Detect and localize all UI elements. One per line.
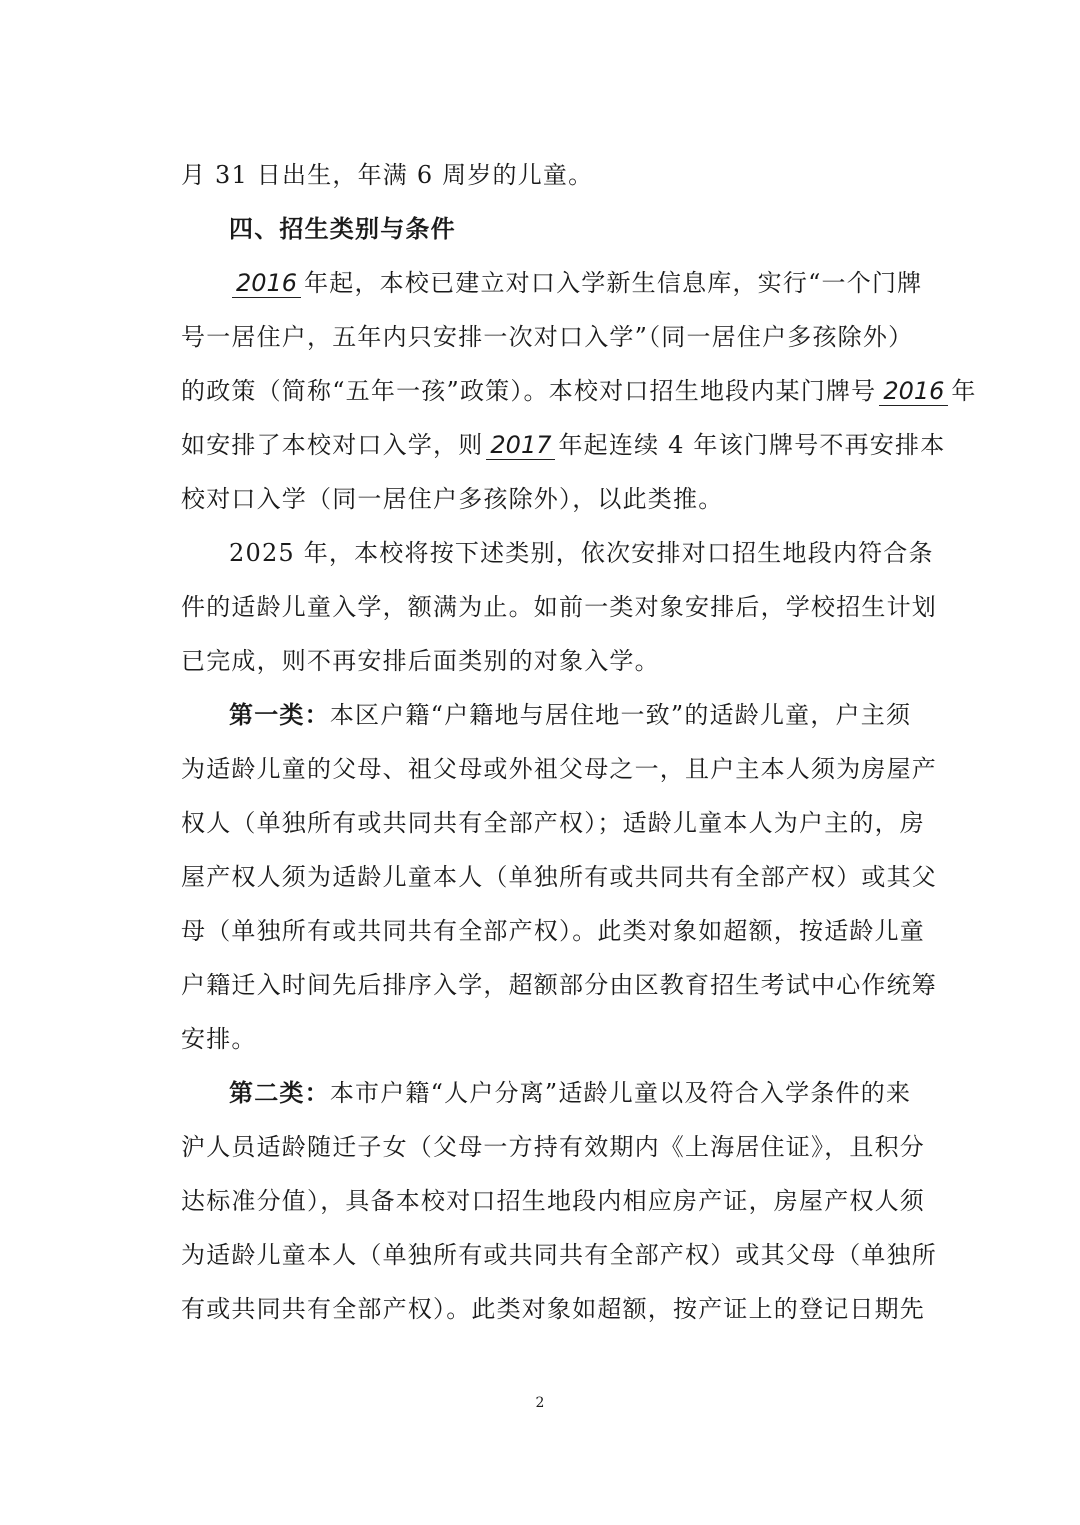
text-line: 号一居住户，五年内只安排一次对口入学”（同一居住户多孩除外） — [181, 323, 914, 351]
text-line: 第一类：本区户籍“户籍地与居住地一致”的适龄儿童，户主须 — [229, 700, 912, 729]
handwritten-year: 2017 — [486, 431, 555, 460]
handwritten-year: 2016 — [879, 377, 948, 406]
category-label: 第一类： — [229, 700, 330, 729]
text-line: 屋产权人须为适龄儿童本人（单独所有或共同共有全部产权）或其父 — [181, 863, 937, 891]
text-line: 权人（单独所有或共同共有全部产权）；适龄儿童本人为户主的，房 — [181, 809, 925, 837]
text-line: 已完成，则不再安排后面类别的对象入学。 — [181, 647, 660, 675]
section-heading: 四、招生类别与条件 — [229, 214, 456, 243]
text-line: 达标准分值），具备本校对口招生地段内相应房产证，房屋产权人须 — [181, 1187, 925, 1215]
text-line: 2016 年起，本校已建立对口入学新生信息库，实行“一个门牌 — [181, 256, 911, 310]
body-text — [181, 148, 977, 1336]
handwritten-year: 2016 — [232, 269, 301, 298]
text-line: 有或共同共有全部产权）。此类对象如超额，按产证上的登记日期先 — [181, 1295, 925, 1323]
text-line: 户籍迁入时间先后排序入学，超额部分由区教育招生考试中心作统筹 — [181, 971, 937, 999]
text-line: 安排。 — [181, 1025, 257, 1053]
category-label: 第二类： — [229, 1078, 330, 1107]
text-line: 如安排了本校对口入学，则 2017 年起连续 4 年该门牌号不再安排本 — [181, 431, 946, 459]
text-line: 校对口入学（同一居住户多孩除外），以此类推。 — [181, 485, 724, 513]
text-line: 件的适龄儿童入学，额满为止。如前一类对象安排后，学校招生计划 — [181, 593, 937, 621]
text-line: 月 31 日出生，年满 6 周岁的儿童。 — [181, 161, 594, 189]
text-line: 为适龄儿童本人（单独所有或共同共有全部产权）或其父母（单独所 — [181, 1241, 937, 1269]
text-line: 2025 年，本校将按下述类别，依次安排对口招生地段内符合条 — [229, 539, 934, 567]
text-line: 为适龄儿童的父母、祖父母或外祖父母之一，且户主本人须为房屋产 — [181, 755, 937, 783]
text-line: 母（单独所有或共同共有全部产权）。此类对象如超额，按适龄儿童 — [181, 917, 925, 945]
text-line: 的政策（简称“五年一孩”政策）。本校对口招生地段内某门牌号 2016 年 — [181, 377, 977, 405]
page-number: 2 — [535, 1395, 545, 1411]
text-line: 沪人员适龄随迁子女（父母一方持有效期内《上海居住证》，且积分 — [181, 1133, 925, 1161]
text-line: 第二类：本市户籍“人户分离”适龄儿童以及符合入学条件的来 — [229, 1078, 912, 1107]
